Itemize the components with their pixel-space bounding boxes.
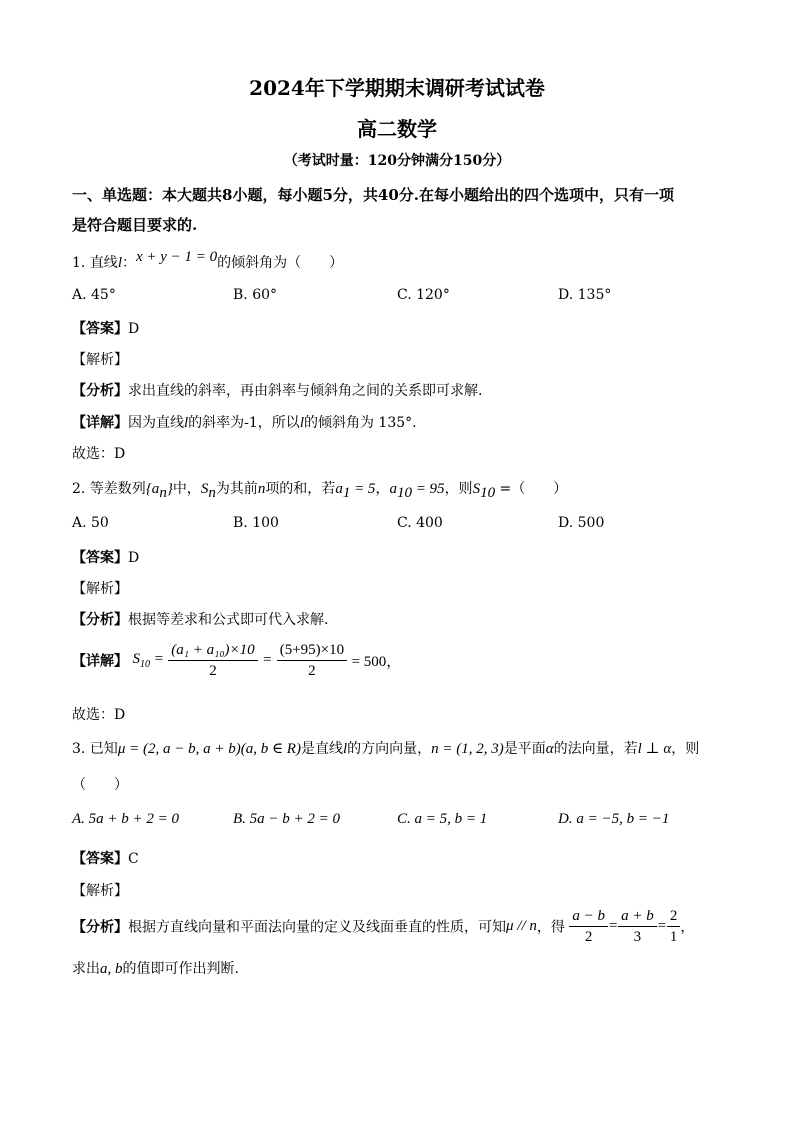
- q1-fenxi-label: 【分析】: [72, 383, 128, 399]
- q3-conclusion: [72, 958, 239, 978]
- q3-fenxi-text: 根据方直线向量和平面法向量的定义及线面垂直的性质，可知: [128, 919, 506, 936]
- subject-title: 高二数学: [357, 117, 437, 141]
- q2-answer-value: D: [128, 550, 140, 566]
- q2-t3: 为其前: [215, 481, 258, 497]
- q2-frac1-den: 2: [209, 663, 217, 679]
- q2-fenxi-text: 根据等差求和公式即可代入求解.: [128, 612, 329, 628]
- q1-equation: x + y − 1 = 0: [135, 249, 218, 265]
- question-3: [72, 738, 699, 758]
- q2-option-a: A. 50: [72, 515, 109, 531]
- q1-answer-label: 【答案】: [72, 321, 128, 337]
- q2-t1: 等差数列: [89, 481, 146, 497]
- q3-t2: 是直线: [300, 741, 343, 757]
- q2-a1-sub: 1: [342, 484, 351, 501]
- q3-answer-label: 【答案】: [72, 851, 128, 867]
- section-heading-line1: 一、单选题：本大题共8小题，每小题5分，共40分.在每小题给出的四个选项中，只有一项: [72, 186, 674, 204]
- q2-option-b: B. 100: [233, 515, 279, 531]
- q2-result: = 500，: [351, 654, 402, 670]
- q2-s-sub: n: [208, 484, 216, 501]
- q3-t6: ，则: [671, 741, 700, 757]
- q3-f2-num: a + b: [618, 906, 657, 927]
- q1-xiangjie-c: 的倾斜角为 135°.: [303, 415, 417, 431]
- exam-title: 2024年下学期期末调研考试试卷: [249, 76, 545, 100]
- q3-f3-num: 2: [667, 906, 681, 927]
- q1-xiangjie-b: 的斜率为-1，所以: [188, 415, 300, 431]
- q1-xiangjie-l1: l: [184, 415, 189, 431]
- q2-option-c: C. 400: [397, 515, 443, 531]
- q3-alpha: α: [545, 741, 554, 757]
- q2-s10-lhs: $S_{10}$ =: [132, 651, 164, 670]
- q3-t1: 已知: [89, 741, 118, 757]
- q2-t7: =（ ）: [495, 481, 568, 497]
- q3-option-c: C. a = 5, b = 1: [397, 811, 488, 827]
- q2-fenxi-label: 【分析】: [72, 612, 128, 628]
- q3-number: 3.: [72, 741, 86, 757]
- q3-t3: 的方向向量，: [347, 741, 432, 757]
- q3-n-eq: n = (1, 2, 3): [431, 741, 504, 757]
- q2-seq: {a: [145, 481, 160, 497]
- q2-answer-label: 【答案】: [72, 550, 128, 566]
- q1-xiangjie-label: 【详解】: [72, 415, 128, 431]
- q3-fraction-2: [618, 906, 657, 947]
- q2-equals: =: [262, 652, 273, 668]
- q2-fraction-2: [277, 640, 347, 681]
- q3-comma: ，: [680, 919, 695, 936]
- q1-option-d: D. 135°: [558, 287, 612, 303]
- question-1: [72, 249, 344, 272]
- q3-f2-den: 3: [633, 929, 642, 945]
- q2-number: 2.: [72, 481, 86, 497]
- q1-answer-value: D: [128, 321, 140, 337]
- q1-xiangjie-a: 因为直线: [128, 415, 184, 431]
- q2-t4: 项的和，若: [265, 481, 336, 497]
- q1-option-c: C. 120°: [397, 287, 450, 303]
- q2-seq-close: }: [166, 481, 173, 497]
- q3-paren: （ ）: [72, 777, 128, 793]
- q2-xiangjie-label: 【详解】: [72, 653, 128, 670]
- q1-var: l: [117, 255, 122, 271]
- q2-a10-val: = 95: [411, 481, 445, 497]
- q3-option-d: D. a = −5, b = −1: [558, 811, 670, 827]
- q1-xiangjie-l2: l: [299, 415, 304, 431]
- q2-frac1-num: (a₁ + a₁₀)×10: [168, 640, 257, 661]
- q3-parallel: μ // n: [506, 918, 537, 934]
- q3-ab: a, b: [100, 961, 123, 977]
- q2-seq-sub: n: [159, 484, 167, 501]
- q2-frac2-num: (5+95)×10: [277, 640, 347, 661]
- q3-perp: l ⊥ α: [637, 741, 672, 757]
- q3-fenxi: [72, 906, 694, 947]
- q3-analysis-label: 【解析】: [72, 883, 128, 899]
- q2-n: n: [257, 481, 266, 497]
- q1-option-b: B. 60°: [233, 287, 278, 303]
- q2-t5: ，: [375, 481, 390, 497]
- q2-a10: a: [389, 481, 397, 497]
- q3-answer: [72, 848, 139, 868]
- q2-xiangjie: [72, 640, 401, 681]
- q3-eq2: =: [656, 918, 667, 934]
- q3-f1-num: a − b: [569, 906, 608, 927]
- q3-fraction-3: [667, 906, 681, 947]
- q3-f1-den: 2: [584, 929, 593, 945]
- q1-answer: [72, 318, 139, 338]
- q2-option-d: D. 500: [558, 515, 605, 531]
- q3-f3-den: 1: [669, 929, 678, 945]
- q1-post: 的倾斜角为（ ）: [217, 255, 344, 271]
- q1-fenxi: [72, 380, 482, 400]
- q3-t5: 的法向量，若: [553, 741, 638, 757]
- q2-analysis-label: 【解析】: [72, 581, 128, 597]
- q3-t4: 是平面: [503, 741, 546, 757]
- question-2: [72, 478, 567, 502]
- q3-mu-eq: μ = (2, a − b, a + b)(a, b ∈ R): [117, 741, 301, 757]
- q2-t2: 中，: [172, 481, 201, 497]
- q2-s: S: [200, 481, 209, 497]
- q1-fenxi-text: 求出直线的斜率，再由斜率与倾斜角之间的关系即可求解.: [128, 383, 483, 399]
- section-heading-line2: 是符合题目要求的.: [72, 216, 198, 234]
- q2-answer: [72, 547, 139, 567]
- q2-frac2-den: 2: [308, 663, 316, 679]
- q2-fenxi: [72, 609, 328, 629]
- q2-conclusion: 故选：D: [72, 707, 126, 723]
- q3-l: l: [342, 741, 348, 757]
- q2-a10-sub: 10: [396, 484, 412, 501]
- q2-fraction-1: [168, 640, 257, 681]
- q2-a1-val: = 5: [350, 481, 376, 497]
- q3-option-a: A. 5a + b + 2 = 0: [72, 811, 180, 827]
- q1-conclusion: 故选：D: [72, 446, 126, 462]
- q2-a1: a: [335, 481, 343, 497]
- q3-last-b: 的值即可作出判断.: [122, 961, 239, 977]
- q1-xiangjie: [72, 412, 417, 432]
- q1-colon: ：: [121, 255, 136, 271]
- q3-de: ，得: [536, 919, 565, 936]
- q3-eq1: =: [607, 918, 619, 934]
- q1-analysis-label: 【解析】: [72, 352, 128, 368]
- q2-s10: S: [472, 481, 481, 497]
- q2-s10-sub: 10: [480, 484, 496, 501]
- q3-option-b: B. 5a − b + 2 = 0: [233, 811, 341, 827]
- q1-option-a: A. 45°: [72, 287, 116, 303]
- time-note: （考试时量：120分钟满分150分）: [283, 153, 511, 169]
- q1-number: 1.: [72, 255, 86, 271]
- q3-fenxi-label: 【分析】: [72, 919, 128, 936]
- q3-answer-value: C: [128, 851, 139, 867]
- q3-last-a: 求出: [72, 961, 100, 977]
- q1-pre: 直线: [89, 255, 118, 271]
- q3-fraction-1: [569, 906, 608, 947]
- q2-t6: ，则: [444, 481, 473, 497]
